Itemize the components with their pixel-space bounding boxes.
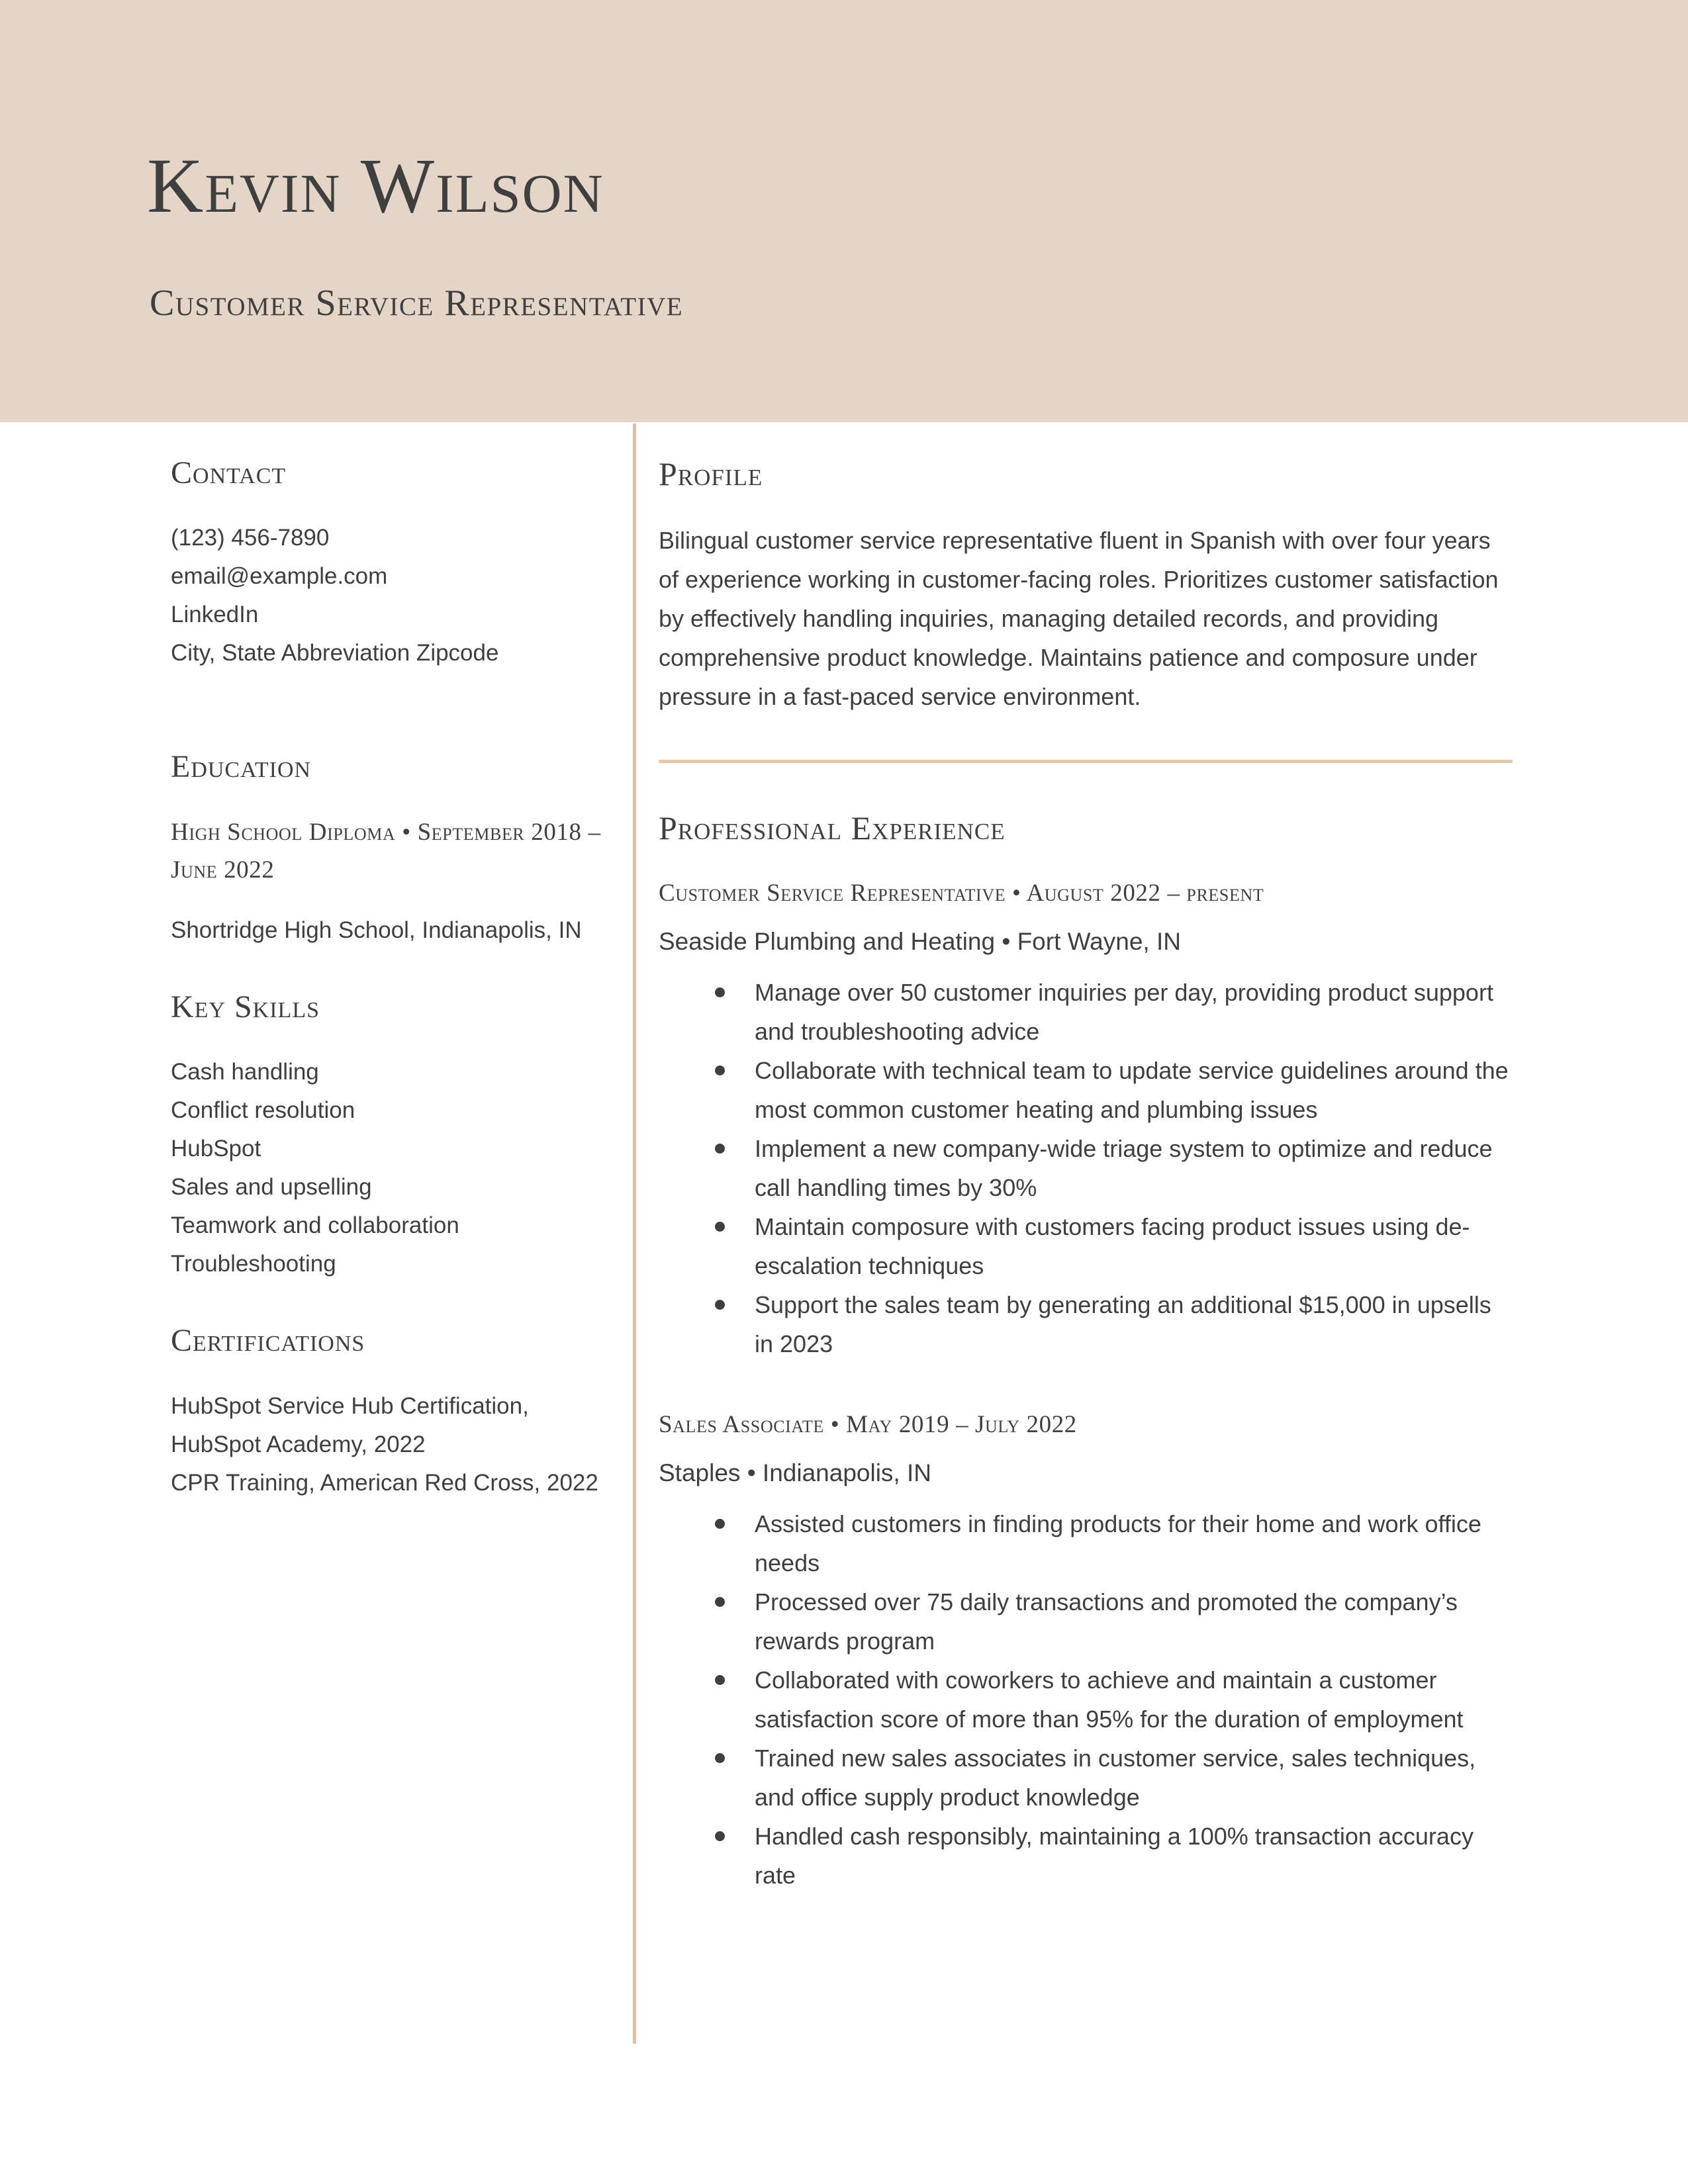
job-bullet [659, 1129, 1514, 1207]
key-skills-heading: Key Skills [171, 989, 320, 1024]
job-bullet [659, 1504, 1514, 1582]
bullet-dot-icon [715, 1831, 725, 1841]
job-bullet-text: Maintain composure with customers facing product issues using de-escalation techniques [755, 1213, 1470, 1279]
skill-item: Teamwork and collaboration [171, 1212, 459, 1239]
education-school: Shortridge High School, Indianapolis, IN [171, 917, 582, 943]
experience-section [659, 811, 1514, 1895]
bullet-dot-icon [715, 1519, 725, 1529]
job-bullet-text: Trained new sales associates in customer service, sales techniques, and office supply product knowledge [755, 1745, 1476, 1811]
job-bullet [659, 1582, 1514, 1661]
education-degree-line: High School Diploma • September 2018 – June 2022 [171, 818, 601, 884]
job-bullet-text: Handled cash responsibly, maintaining a 100% transaction accuracy rate [755, 1823, 1474, 1889]
left-column [171, 457, 621, 1502]
education-heading: Education [171, 749, 312, 785]
bullet-dot-icon [715, 1597, 725, 1607]
skill-item: Troubleshooting [171, 1251, 336, 1277]
profile-heading: Profile [659, 455, 763, 492]
bullet-dot-icon [715, 1144, 725, 1154]
certifications-heading: Certifications [171, 1323, 365, 1359]
job-bullet [659, 1661, 1514, 1739]
skill-item: Cash handling [171, 1059, 319, 1085]
column-divider [633, 424, 636, 2044]
certification-item: CPR Training, American Red Cross, 2022 [171, 1469, 598, 1496]
contact-heading: Contact [171, 455, 287, 490]
bullet-dot-icon [715, 1222, 725, 1232]
skill-item: Sales and upselling [171, 1174, 372, 1201]
job-bullet-text: Collaborated with coworkers to achieve and maintain a customer satisfaction score of more than 95% for the duration of employment [755, 1666, 1464, 1733]
certification-item: HubSpot Service Hub Certification, HubSpot Academy, 2022 [171, 1392, 529, 1457]
bullet-dot-icon [715, 1066, 725, 1075]
experience-entry [659, 1406, 1514, 1895]
profile-section [659, 457, 1514, 716]
bullet-dot-icon [715, 1300, 725, 1310]
job-bullet-text: Assisted customers in finding products for their home and work office needs [755, 1510, 1481, 1576]
job-bullet-text: Implement a new company-wide triage system to optimize and reduce call handling times by 30% [755, 1135, 1493, 1201]
skill-item: HubSpot [171, 1136, 261, 1162]
bullet-dot-icon [715, 1675, 725, 1685]
education-section [171, 751, 621, 949]
job-bullet-text: Processed over 75 daily transactions and promoted the company’s rewards program [755, 1588, 1458, 1655]
contact-linkedin: LinkedIn [171, 602, 259, 628]
job-bullet-text: Support the sales team by generating an additional $15,000 in upsells in 2023 [755, 1291, 1491, 1357]
contact-phone: (123) 456-7890 [171, 525, 330, 551]
job-bullet [659, 1739, 1514, 1817]
job-bullet-text: Manage over 50 customer inquiries per day, providing product support and troubleshooting advice [755, 979, 1493, 1045]
contact-section [171, 457, 621, 672]
skill-item: Conflict resolution [171, 1097, 355, 1124]
job-bullet [659, 973, 1514, 1051]
experience-heading: Professional Experience [659, 809, 1006, 846]
candidate-job-title: Customer Service Representative [150, 283, 684, 324]
job-company-location: Seaside Plumbing and Heating • Fort Wayne, IN [659, 928, 1181, 955]
job-bullet-list [659, 1504, 1514, 1895]
candidate-name: Kevin Wilson [147, 142, 604, 229]
job-bullet-text: Collaborate with technical team to update service guidelines around the most common customer heating and plumbing issues [755, 1057, 1509, 1123]
job-bullet [659, 1285, 1514, 1363]
job-bullet [659, 1207, 1514, 1285]
contact-email: email@example.com [171, 563, 388, 590]
job-title-dates: Sales Associate • May 2019 – July 2022 [659, 1411, 1077, 1438]
job-company-location: Staples • Indianapolis, IN [659, 1459, 931, 1486]
job-bullet-list [659, 973, 1514, 1363]
key-skills-section [171, 991, 621, 1283]
bullet-dot-icon [715, 1753, 725, 1763]
job-bullet [659, 1817, 1514, 1895]
contact-location: City, State Abbreviation Zipcode [171, 640, 499, 666]
job-bullet [659, 1051, 1514, 1129]
experience-entry [659, 874, 1514, 1363]
profile-text: Bilingual customer service representative fluent in Spanish with over four years of experience working in customer-facing roles. Prioritizes customer satisfaction by effectively handling inquiries, managing detailed records, and providing comprehensive product knowledge. Maintains patience and composure under pressure in a fast-paced service environment. [659, 526, 1499, 710]
job-title-dates: Customer Service Representative • August 2022 – present [659, 880, 1264, 907]
right-column [659, 457, 1514, 1895]
bullet-dot-icon [715, 987, 725, 997]
certifications-section [171, 1324, 621, 1502]
